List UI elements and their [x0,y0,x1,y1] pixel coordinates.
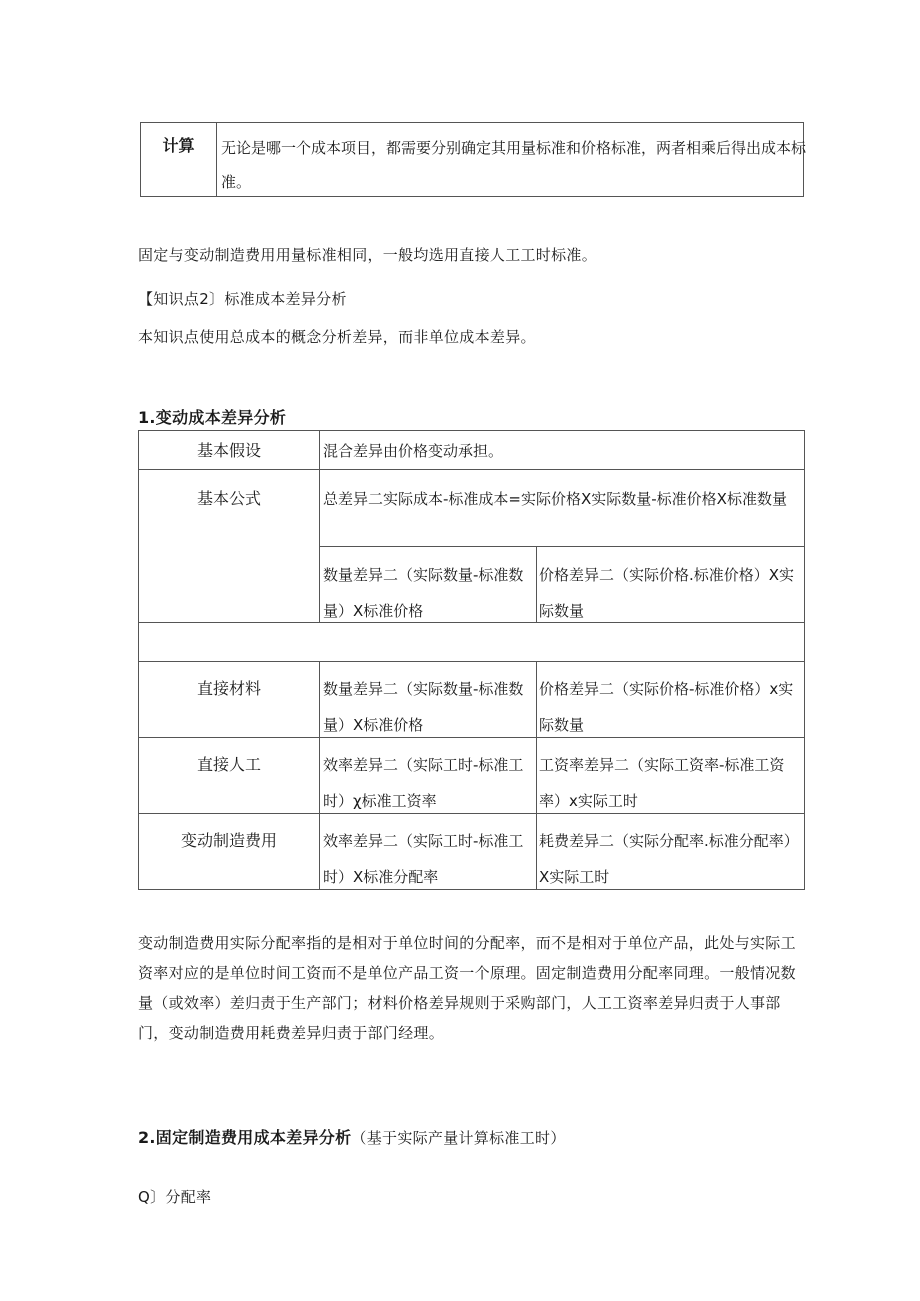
calc-text: 无论是哪一个成本项目，都需要分别确定其用量标准和价格标准，两者相乘后得出成本标准。 [221,139,807,191]
subsection-heading: Q〕分配率 [138,1188,212,1206]
paragraph-3: 变动制造费用实际分配率指的是相对于单位时间的分配率，而不是相对于单位产品，此处与实际工资率对应的是单位时间工资而不是单位产品工资一个原理。固定制造费用分配率同理。一般情况数量（或效率）差归责于生产部门；材料价格差异规则于采购部门，人工工资率差异归责于人事部门，变动制造费用耗费差异归责于部门经理。 [138,934,796,1042]
section-2-note: （基于实际产量计算标准工时） [351,1129,566,1147]
direct-labor-rate-variance: 工资率差异二（实际工资率-标准工资率）x实际工时 [539,756,785,810]
formula-quantity-variance: 数量差异二（实际数量-标准数量）X标准价格 [323,566,524,620]
variable-overhead-spending-variance: 耗费差异二（实际分配率.标准分配率）X实际工时 [539,832,799,886]
calc-label: 计算 [141,123,217,196]
paragraph-1: 固定与变动制造费用用量标准相同，一般均选用直接人工工时标准。 [138,246,598,264]
direct-materials-quantity-variance: 数量差异二（实际数量-标准数量）X标准价格 [323,680,524,734]
row-label-direct-materials: 直接材料 [196,679,261,698]
calc-table [140,122,807,197]
paragraph-2: 本知识点使用总成本的概念分析差异，而非单位成本差异。 [138,328,536,346]
formula-total: 总差异二实际成本-标准成本=实际价格X实际数量-标准价格X标准数量 [323,490,787,508]
assumption-text: 混合差异由价格变动承担。 [323,442,504,460]
formula-label: 基本公式 [196,489,261,508]
row-label-variable-overhead: 变动制造费用 [180,831,277,850]
direct-labor-efficiency-variance: 效率差异二（实际工时-标准工时）χ标准工资率 [323,756,524,810]
formula-price-variance: 价格差异二（实际价格.标准价格）X实际数量 [539,566,795,620]
row-label-direct-labor: 直接人工 [196,755,261,774]
direct-materials-price-variance: 价格差异二（实际价格-标准价格）x实际数量 [539,680,794,734]
section-2-heading-line [138,1124,818,1152]
variance-table [138,430,805,890]
variable-overhead-efficiency-variance: 效率差异二（实际工时-标准工时）X标准分配率 [323,832,524,886]
section-1-heading: 1.变动成本差异分析 [138,408,287,427]
assumption-label: 基本假设 [196,441,261,460]
knowledge-heading: 【知识点2〕标准成本差异分析 [138,290,347,308]
section-2-heading: 2.固定制造费用成本差异分析 [138,1128,352,1147]
